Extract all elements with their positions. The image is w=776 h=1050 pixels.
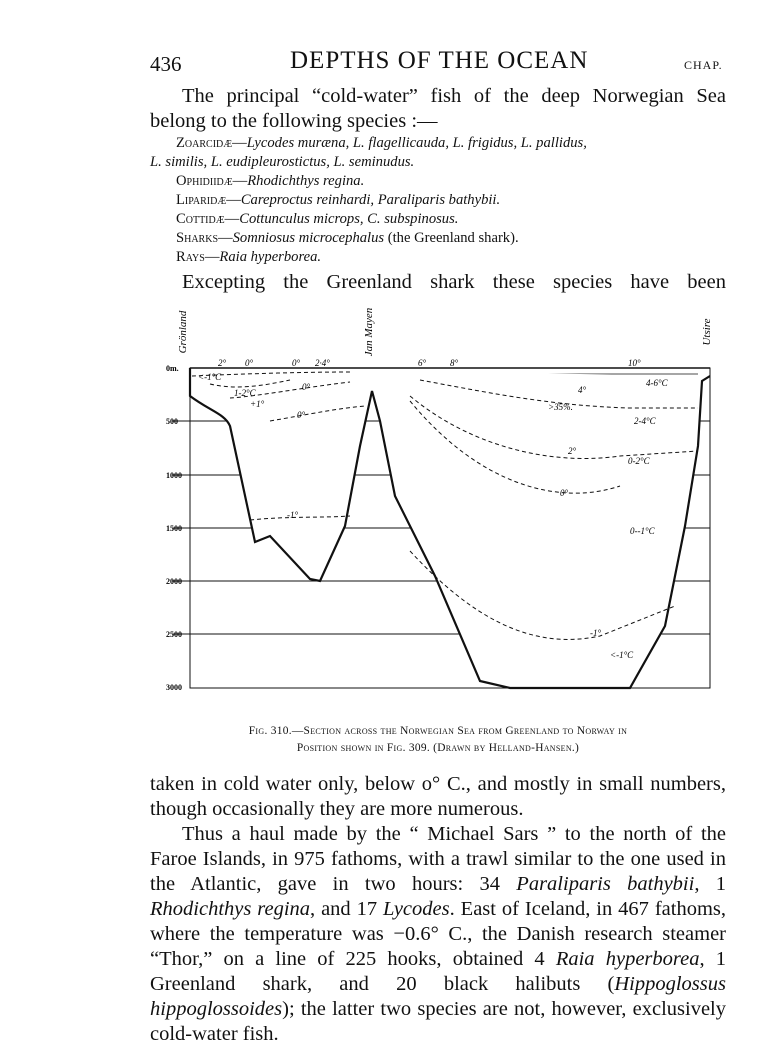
paragraph-cold-water: taken in cold water only, below o° C., and mostly in small numbers, though occasionally they are more numerous.	[150, 773, 726, 820]
section-figure	[150, 296, 726, 696]
isotherm-label: 0°	[302, 382, 311, 392]
text-run: , 1	[694, 873, 726, 895]
isotherm-label: <-1°C	[610, 650, 634, 660]
isotherm-label: 4°	[578, 385, 587, 395]
family-name: Zoarcidæ—	[176, 135, 247, 151]
isotherm-label: 0--1°C	[630, 526, 655, 536]
isotherm-label: 4-6°C	[646, 378, 668, 388]
text-run: ); the latter two species are not, however, exclusively cold-water fish.	[150, 998, 726, 1045]
isotherm-label: 0°	[297, 410, 306, 420]
species-row	[150, 172, 726, 191]
surface-temp: 6°	[418, 358, 427, 368]
isotherm-label: -1°	[287, 510, 299, 520]
depth-label: 1000	[166, 471, 182, 480]
chapter-label: CHAP.	[684, 58, 723, 72]
label-utsire: Utsire	[701, 318, 713, 346]
isotherm-label: +1°	[250, 399, 265, 409]
isotherm-label: 1-2°C	[234, 388, 256, 398]
surface-temp: 2·4°	[315, 358, 330, 368]
depth-label: 3000	[166, 683, 182, 692]
depth-label: 500	[166, 417, 178, 426]
species-names: Somniosus microcephalus	[232, 230, 385, 246]
species-row-continued	[150, 153, 726, 172]
depth-axis-labels	[166, 364, 182, 692]
species-row	[150, 229, 726, 248]
caption-line: Position shown in Fig. 309. (Drawn by Helland-Hansen.)	[296, 742, 580, 754]
page-number: 436	[150, 52, 182, 76]
label-jan-mayen: Jan Mayen	[363, 307, 375, 357]
species-row	[150, 248, 726, 267]
species-name: Paraliparis bathybii	[516, 873, 695, 895]
isotherm-label: 2-4°C	[634, 416, 656, 426]
species-names: L. similis, L. eudipleurostictus, L. seminudus.	[150, 154, 415, 170]
depth-label: 1500	[166, 524, 182, 533]
isotherm-label: -1°	[590, 628, 602, 638]
species-name: Raia hyperborea	[555, 948, 700, 970]
species-name: Rhodichthys regina	[150, 898, 311, 920]
surface-temp: 0°	[292, 358, 301, 368]
species-list	[150, 134, 726, 267]
depth-label: 2000	[166, 577, 182, 586]
isotherm-label: <-1°C	[198, 372, 222, 382]
intro-paragraph: The principal “cold-water” fish of the deep Norwegian Sea belong to the following species :—	[150, 85, 726, 132]
species-names: Careproctus reinhardi, Paraliparis bathybii.	[240, 192, 501, 208]
text-run: . East of Iceland, in 467 fathoms, where the temperature was −0.6° C., the Danish research steamer “Thor,” on a line of 225 hooks, obtained 4	[150, 898, 726, 970]
family-name: Cottidæ—	[176, 211, 240, 227]
species-row	[150, 191, 726, 210]
species-row	[150, 210, 726, 229]
species-names: Raia hyperborea.	[219, 249, 322, 265]
surface-temp: 8°	[450, 358, 459, 368]
isotherm-label: 0-2°C	[628, 456, 650, 466]
family-name: Sharks—	[176, 230, 233, 246]
surface-temp: 2°	[218, 358, 227, 368]
species-names: Rhodichthys regina.	[247, 173, 365, 189]
paragraph-michael-sars	[150, 822, 726, 1047]
family-name: Liparidæ—	[176, 192, 241, 208]
depth-label: 2500	[166, 630, 182, 639]
surface-temperatures	[218, 358, 641, 368]
caption-line: Fig. 310.—Section across the Norwegian Sea from Greenland to Norway in	[248, 725, 628, 737]
isotherm-label: 2°	[568, 446, 577, 456]
species-note: (the Greenland shark).	[384, 230, 519, 246]
species-names: Cottunculus microps, C. subspinosus.	[239, 211, 459, 227]
label-greenland: Grönland	[177, 310, 189, 354]
species-names: Lycodes muræna, L. flagellicauda, L. frigidus, L. pallidus,	[246, 135, 587, 151]
text-run: , and 17	[310, 898, 384, 920]
species-name: Hippoglossus hippoglossoides	[150, 973, 726, 1020]
surface-temp: 10°	[628, 358, 641, 368]
text-run: Thus a haul made by the “ Michael Sars ” to the north of the Faroe Islands, in 975 fathoms, with a trawl similar to the one used in the Atlantic, gave in two hours: 34	[150, 823, 726, 895]
isotherm-label: 0°	[560, 488, 569, 498]
species-row	[150, 134, 726, 153]
figure-caption	[152, 723, 724, 757]
paragraph-excepting: Excepting the Greenland shark these species have been	[182, 271, 726, 293]
surface-temp: 0°	[245, 358, 254, 368]
species-name: Lycodes	[383, 898, 450, 920]
isotherm-label: >35%.	[548, 402, 573, 412]
depth-label: 0m.	[166, 364, 179, 373]
family-name: Ophidiidæ—	[176, 173, 248, 189]
text-run: , 1 Greenland shark, and 20 black halibuts (	[150, 948, 726, 995]
running-title: DEPTHS OF THE OCEAN	[290, 47, 589, 74]
family-name: Rays—	[176, 249, 220, 265]
